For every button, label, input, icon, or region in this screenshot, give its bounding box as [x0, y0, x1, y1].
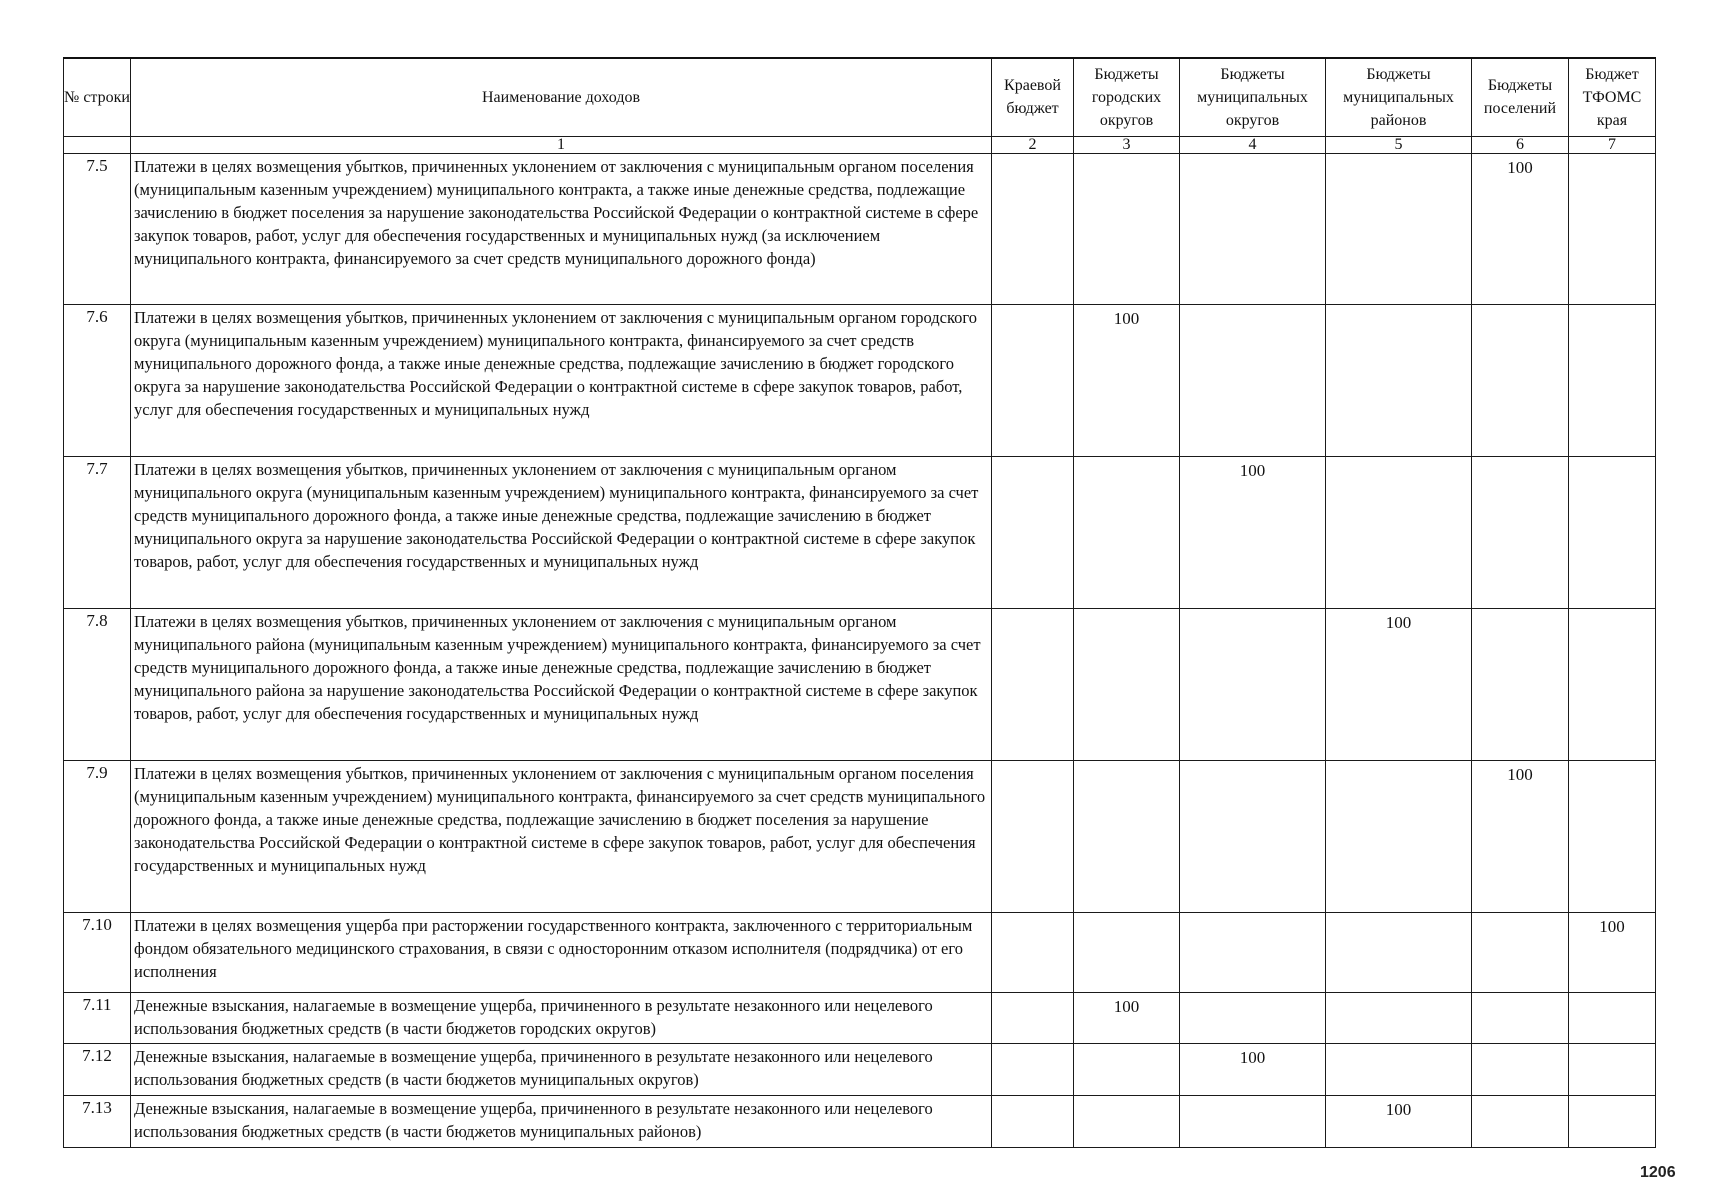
value-cell: [1472, 1095, 1569, 1147]
value-cell: [1326, 304, 1472, 456]
value-cell: [1180, 912, 1326, 992]
header-col-tfoms: Бюджет ТФОМС края: [1569, 58, 1656, 136]
value-cell: [1180, 608, 1326, 760]
table-row: [64, 1043, 1656, 1095]
col-number: [64, 136, 131, 153]
value-cell: 100: [1180, 456, 1326, 608]
value-cell: [992, 992, 1074, 1043]
revenue-name: Денежные взыскания, налагаемые в возмещение ущерба, причиненного в результате незаконного или нецелевого использования бюджетных средств (в части бюджетов муниципальных округов): [131, 1043, 992, 1095]
value-cell: [1472, 304, 1569, 456]
header-col-regional: Краевой бюджет: [992, 58, 1074, 136]
value-cell: [992, 1043, 1074, 1095]
revenue-name: Платежи в целях возмещения убытков, причиненных уклонением от заключения с муниципальным органом поселения (муниципальным казенным учреждением) муниципального контракта, а также иные денежные средства, подлежащие зачислению в бюджет поселения за нарушение законодательства Российской Федерации о контрактной системе в сфере закупок товаров, работ, услуг для обеспечения государственных и муниципальных нужд (за исключением муниципального контракта, финансируемого за счет средств муниципального дорожного фонда): [131, 153, 992, 304]
col-number: 4: [1180, 136, 1326, 153]
header-col-settlements: Бюджеты поселений: [1472, 58, 1569, 136]
value-cell: [1569, 456, 1656, 608]
value-cell: [1074, 456, 1180, 608]
header-row-no: № строки: [64, 58, 131, 136]
value-cell: 100: [1074, 304, 1180, 456]
value-cell: 100: [1074, 992, 1180, 1043]
value-cell: [1180, 1095, 1326, 1147]
row-number: 7.5: [64, 153, 131, 304]
table-row: [64, 912, 1656, 992]
value-cell: [1569, 992, 1656, 1043]
table-row: [64, 1095, 1656, 1147]
value-cell: [1074, 608, 1180, 760]
revenue-name: Платежи в целях возмещения убытков, причиненных уклонением от заключения с муниципальным органом муниципального района (муниципальным казенным учреждением) муниципального контракта, финансируемого за счет средств муниципального дорожного фонда, а также иные денежные средства, подлежащие зачислению в бюджет муниципального района за нарушение законодательства Российской Федерации о контрактной системе в сфере закупок товаров, работ, услуг для обеспечения государственных и муниципальных нужд: [131, 608, 992, 760]
row-number: 7.11: [64, 992, 131, 1043]
row-number: 7.6: [64, 304, 131, 456]
table-row: [64, 304, 1656, 456]
table-row: [64, 760, 1656, 912]
col-number: 2: [992, 136, 1074, 153]
value-cell: 100: [1472, 760, 1569, 912]
value-cell: [1569, 304, 1656, 456]
row-number: 7.7: [64, 456, 131, 608]
value-cell: [1472, 456, 1569, 608]
value-cell: [1569, 153, 1656, 304]
revenue-name: Платежи в целях возмещения ущерба при расторжении государственного контракта, заключенного с территориальным фондом обязательного медицинского страхования, в связи с односторонним отказом исполнителя (подрядчика) от его исполнения: [131, 912, 992, 992]
value-cell: [1074, 1095, 1180, 1147]
table-row: [64, 992, 1656, 1043]
value-cell: [992, 304, 1074, 456]
column-number-row: [64, 136, 1656, 153]
page-number: 1206: [1640, 1164, 1676, 1181]
value-cell: 100: [1326, 1095, 1472, 1147]
revenue-name: Платежи в целях возмещения убытков, причиненных уклонением от заключения с муниципальным органом муниципального округа (муниципальным казенным учреждением) муниципального контракта, финансируемого за счет средств муниципального дорожного фонда, а также иные денежные средства, подлежащие зачислению в бюджет муниципального округа за нарушение законодательства Российской Федерации о контрактной системе в сфере закупок товаров, работ, услуг для обеспечения государственных и муниципальных нужд: [131, 456, 992, 608]
col-number: 1: [131, 136, 992, 153]
col-number: 6: [1472, 136, 1569, 153]
value-cell: [1569, 608, 1656, 760]
value-cell: [992, 608, 1074, 760]
revenue-name: Денежные взыскания, налагаемые в возмещение ущерба, причиненного в результате незаконного или нецелевого использования бюджетных средств (в части бюджетов городских округов): [131, 992, 992, 1043]
col-number: 5: [1326, 136, 1472, 153]
table-row: [64, 456, 1656, 608]
value-cell: [1472, 992, 1569, 1043]
value-cell: [1180, 304, 1326, 456]
value-cell: 100: [1472, 153, 1569, 304]
value-cell: [1074, 1043, 1180, 1095]
value-cell: [1569, 1043, 1656, 1095]
value-cell: 100: [1326, 608, 1472, 760]
header-col-municipal-regions: Бюджеты муниципальных районов: [1326, 58, 1472, 136]
revenue-table: [63, 57, 1656, 1148]
table-row: [64, 153, 1656, 304]
value-cell: [1180, 153, 1326, 304]
value-cell: [992, 1095, 1074, 1147]
value-cell: [1569, 760, 1656, 912]
value-cell: [1326, 153, 1472, 304]
value-cell: [992, 153, 1074, 304]
value-cell: [1326, 760, 1472, 912]
value-cell: [992, 912, 1074, 992]
col-number: 3: [1074, 136, 1180, 153]
row-number: 7.13: [64, 1095, 131, 1147]
row-number: 7.9: [64, 760, 131, 912]
header-col-municipal-districts: Бюджеты муниципальных округов: [1180, 58, 1326, 136]
value-cell: [1326, 1043, 1472, 1095]
value-cell: [1180, 760, 1326, 912]
table-row: [64, 608, 1656, 760]
row-number: 7.8: [64, 608, 131, 760]
value-cell: [992, 760, 1074, 912]
value-cell: [1326, 992, 1472, 1043]
value-cell: [1472, 1043, 1569, 1095]
revenue-name: Платежи в целях возмещения убытков, причиненных уклонением от заключения с муниципальным органом городского округа (муниципальным казенным учреждением) муниципального контракта, финансируемого за счет средств муниципального дорожного фонда, а также иные денежные средства, подлежащие зачислению в бюджет городского округа за нарушение законодательства Российской Федерации о контрактной системе в сфере закупок товаров, работ, услуг для обеспечения государственных и муниципальных нужд: [131, 304, 992, 456]
value-cell: [1569, 1095, 1656, 1147]
value-cell: [1472, 912, 1569, 992]
row-number: 7.10: [64, 912, 131, 992]
value-cell: [1180, 992, 1326, 1043]
header-name: Наименование доходов: [131, 58, 992, 136]
header-col-city-districts: Бюджеты городских округов: [1074, 58, 1180, 136]
col-number: 7: [1569, 136, 1656, 153]
revenue-name: Платежи в целях возмещения убытков, причиненных уклонением от заключения с муниципальным органом поселения (муниципальным казенным учреждением) муниципального контракта, финансируемого за счет средств муниципального дорожного фонда, а также иные денежные средства, подлежащие зачислению в бюджет поселения за нарушение законодательства Российской Федерации о контрактной системе в сфере закупок товаров, работ, услуг для обеспечения государственных и муниципальных нужд: [131, 760, 992, 912]
revenue-name: Денежные взыскания, налагаемые в возмещение ущерба, причиненного в результате незаконного или нецелевого использования бюджетных средств (в части бюджетов муниципальных районов): [131, 1095, 992, 1147]
value-cell: [1074, 912, 1180, 992]
value-cell: [1472, 608, 1569, 760]
value-cell: [1326, 456, 1472, 608]
value-cell: [1074, 760, 1180, 912]
value-cell: [1074, 153, 1180, 304]
row-number: 7.12: [64, 1043, 131, 1095]
value-cell: 100: [1569, 912, 1656, 992]
value-cell: 100: [1180, 1043, 1326, 1095]
value-cell: [1326, 912, 1472, 992]
value-cell: [992, 456, 1074, 608]
